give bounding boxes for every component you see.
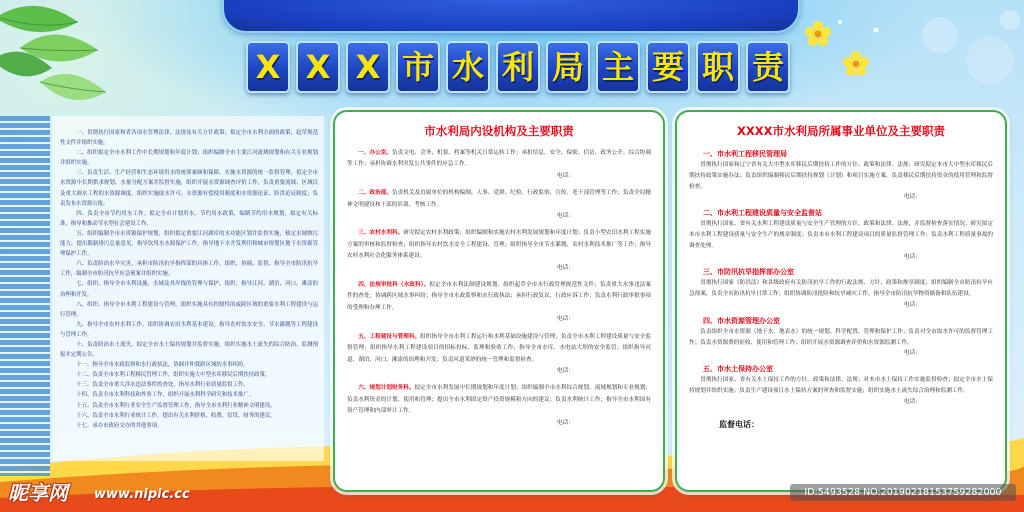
- title-char: X: [296, 41, 340, 93]
- unit-heading: 三、市防汛抗旱指挥部办公室: [703, 268, 794, 277]
- section-heading: 一、办公室。: [358, 150, 392, 156]
- main-duties-panel: [52, 116, 324, 461]
- duty-item: 八、组织、指导全市水利工程建设与管理，组织实施具有控制性的或跨区域的重要水利工程建设与运行管理。: [60, 301, 318, 318]
- phone-label: 电话：: [557, 367, 574, 374]
- duty-item: 一、贯彻执行国家和省各项水管理法律、法规及有关方针政策；拟定全市水利方面的政策，起草规范性文件并组织实施。: [60, 130, 318, 147]
- phone-label: 电话：: [904, 253, 921, 260]
- title-char: 局: [546, 41, 590, 93]
- section-body: 负责机关及直属单位的机构编制、人事、党群、纪检、行政监察、宣传、老干部管理等工作；负责全局精神文明建设和干部的培训、考核工作。: [347, 190, 651, 208]
- duty-item: 六、负责防治水旱灾害，承担市防汛抗旱指挥部的具体工作。组织、协调、监督、指导全市防汛抗旱工作，编制全市防汛抗旱应急预案并组织实施。: [60, 261, 318, 278]
- phone-label: 电话：: [557, 419, 574, 426]
- section-text: [347, 280, 651, 314]
- section-heading: 六、规划计划财务科。: [358, 385, 415, 392]
- section-body: 负责文电、会务、机要、档案等机关日常运转工作；承担信息、安全、保密、信访、政务公开、综合协调等工作；承担协调水利突发公共事件的应急工作。: [347, 150, 651, 168]
- watermark-id: ID:5493528 NO:20190218153759282000: [790, 484, 1016, 501]
- section-heading: 五、工程建设与管理科。: [358, 333, 421, 340]
- section-text: [347, 188, 651, 211]
- panel-title: 市水利局内设机构及主要职责: [424, 124, 574, 138]
- title-char: 职: [696, 41, 740, 93]
- page-title: [246, 41, 796, 95]
- section-body: 组织指导全市水利工程运行和水利基础设施建设与管理；负责全市水利工程建设质量与安全监督管理；组织指导水利工程建设项目的招标投标、监理和验收工作；指导全市水库、水电站大坝的安全监管；组织指导河道、湖泊、河口、滩涂的治理和开发；负责河道采砂的统一管理和监督检查。: [347, 333, 651, 363]
- unit-heading: 五、市水土保持办公室: [703, 365, 773, 374]
- section-heading: 三、农村水利科。: [358, 230, 404, 237]
- duty-item: 十七、承办市政府交办的其他事项。: [76, 422, 163, 429]
- title-char: 要: [646, 41, 690, 93]
- duty-item: 十五、负责全市水利行业安全生产监督管理工作，指导全市水利行业精神文明建设。: [76, 402, 276, 409]
- duty-item: 三、负责生活、生产经营和生态环境用水的统筹兼顾和保障。实施水资源的统一监督管理，拟定全市水资源中长期供求规划、水量分配方案并监督实施，组织开展水资源调查评价工作，负责重要流域、区域以及重大调水工程的水资源调度。组织实施取水许可、水资源有偿使用制度和水资源论证、防洪论证制度；负责发布水资源公报。: [60, 170, 318, 207]
- section-text: [347, 148, 651, 171]
- phone-label: 电话：: [557, 264, 574, 271]
- unit-heading: 二、市水利工程建设质量与安全监督站: [703, 209, 822, 218]
- left-stripe-decoration: [0, 116, 50, 476]
- duty-item: 二、组织拟定全市水利工作中长期规划和年度计划；组织编制全市主要江河流域规划和有关专业规划并组织实施。: [60, 150, 318, 167]
- panel-title: XXXX市水利局所属事业单位及主要职责: [737, 124, 945, 138]
- duty-item: 十四、负责全市水利科技和外事工作，组织开展水利科学研究和技术推广。: [76, 392, 255, 399]
- green-leaves-decoration: [0, 0, 130, 115]
- affiliated-units-panel: [675, 110, 1007, 492]
- unit-body: 贯彻执行国家《防洪法》和各级政府有关防汛抗旱工作的行政法规、方针、政策和规章制度；组织编制全市防汛抗旱应急预案，负责全市防汛抗旱日常工作；组织协调防汛抢险和抗旱减灾工作，指导全市防汛抗旱物资储备和队伍建设。: [689, 280, 993, 298]
- section-text: [347, 332, 651, 366]
- unit-heading: 一、市水利工程移民管理局: [703, 150, 787, 158]
- supervision-phone-label: 监督电话：: [719, 419, 759, 429]
- section-heading: 二、政治部。: [358, 190, 392, 197]
- duty-item: 七、组织、指导全市水利设施、水域及其岸线的管理与保护，组织、指导江河、湖泊、河口、滩涂的治理和开发。: [60, 281, 318, 298]
- phone-label: 电话：: [904, 194, 921, 201]
- section-heading: 四、法规审批科（水政科）。: [358, 282, 430, 289]
- title-char: 利: [496, 41, 540, 93]
- phone-label: 电话：: [557, 213, 574, 220]
- section-body: 拟定全市水利发展中长期规划和年度计划；组织编制全市水利综合规划、流域规划和专业规划；负责水利资金的计划、使用和管理；提出全市水利固定资产投资规模和方向的建议；负责水利统计工作；指导全市水利国有资产管理和内部审计工作。: [347, 385, 651, 415]
- internal-departments-panel: [333, 110, 665, 492]
- unit-body: 贯彻执行国家、省有关水利工程建设质量与安全生产管理的方针、政策和法律、法规，并监督检查落实情况；研究拟定本市水利工程建设质量与安全生产的规章制度；负责本市水利工程建设项目的质量监督管理工作；负责水利工程质量事故的调查处理。: [689, 221, 993, 249]
- phone-label: 电话：: [557, 316, 574, 323]
- unit-heading: 四、市水资源管理办公室: [703, 316, 780, 325]
- duty-item: 五、组织编制全市水资源保护规划，组织拟定重要江河湖库的水功能区划并监督实施，核定水域纳污能力，提出限制排污总量意见，指导饮用水水源保护工作，指导地下水开发利用和城市规划区地下水资源管理保护工作。: [60, 230, 318, 258]
- duty-item: 九、指导全市农村水利工作。组织协调农田水利基本建设，指导农村饮水安全、节水灌溉等工程建设与管理工作。: [60, 321, 318, 338]
- light-bokeh-decoration: [900, 5, 1024, 105]
- duty-item: 十、负责防治水土流失。拟定全市水土保持规划并监督实施，组织实施水土流失的综合防治、监测预报并定期公告。: [60, 341, 318, 359]
- title-char: 市: [396, 41, 440, 93]
- duty-item: 十六、负责全市水利行业统计工作，提出有关水利价格、收费、信贷、财务的建议。: [76, 412, 276, 419]
- yellow-flowers-decoration: [798, 12, 888, 84]
- unit-body: 贯彻执行国家和辽宁省有关大中型水库移民后期扶持工作的方针、政策和法律、法规；研究拟定本市大中型水库移民后期扶持政策实施办法；负责组织编制移民后期扶持规划（计划）和项目实施方案，负责移民后期扶持资金的使用管理和监督检查。: [689, 162, 993, 190]
- title-char: 责: [746, 41, 790, 93]
- unit-body: 负责组织全市水资源（地下水、地表水）的统一规划、科学配置、管理和保护工作；负责对全市取水许可的监督管理工作；负责水资源费的征收、使用和管理工作；组织开展水资源调查评价和水资源监测工作。: [689, 328, 993, 346]
- phone-label: 电话：: [904, 398, 921, 405]
- top-banner-bar: [222, 0, 800, 33]
- watermark-logo: 昵享网: [8, 481, 68, 505]
- duty-item: 十一、指导全市水政监察和水行政执法，协调并仲裁跨区域的水事纠纷。: [76, 362, 249, 369]
- unit-body: 贯彻执行国家、省有关水土保持工作的方针、政策和法律、法规；对本市水土保持工作实施监督检查；拟定全市水土保持规划并组织实施；负责生产建设项目水土保持方案的审查和监督实施；组织实施水土流失综合治理和监测工作。: [689, 377, 993, 394]
- title-char: X: [246, 41, 290, 93]
- phone-label: 电话：: [904, 301, 921, 308]
- duty-item: 十三、负责全市重大涉水违法事件的查处，指导水利行业质量监督工作。: [76, 382, 249, 389]
- section-body: 研究拟定农村水利政策；组织编制和实施农村水利发展规划和年度计划；负责小型农田水利工程实施方案的审核和监督检查；组织指导农村饮水安全工程建设、管理；组织指导全市节水灌溉、农村水利技术推广等工作；指导农村水利社会化服务体系建设。: [347, 230, 651, 260]
- section-body: 拟定全市水利法制建设规划；组织起草全市水行政管理规范性文件；负责重大水事违法案件的查处，协调跨区域水事纠纷；指导全市水政监察和水行政执法；承担行政复议、行政应诉工作；负责水利行政审批事项的受理和办理工作。: [347, 282, 651, 311]
- section-text: [347, 383, 651, 417]
- title-char: X: [346, 41, 390, 93]
- title-char: 主: [596, 41, 640, 93]
- phone-label: 电话：: [904, 350, 921, 357]
- watermark-url: www.nipic.cc: [94, 487, 190, 502]
- duty-item: 十二、负责全市水利工程移民管理工作，组织实施大中型水库移民后期扶持政策。: [76, 372, 271, 379]
- title-char: 水: [446, 41, 490, 93]
- duty-item: 四、负责全市节约用水工作。拟定全市计划用水、节约用水政策，编制节约用水规划，拟定有关标准，指导和推动节水型社会建设工作。: [60, 210, 318, 227]
- section-text: [347, 228, 651, 262]
- phone-label: 电话：: [557, 172, 574, 179]
